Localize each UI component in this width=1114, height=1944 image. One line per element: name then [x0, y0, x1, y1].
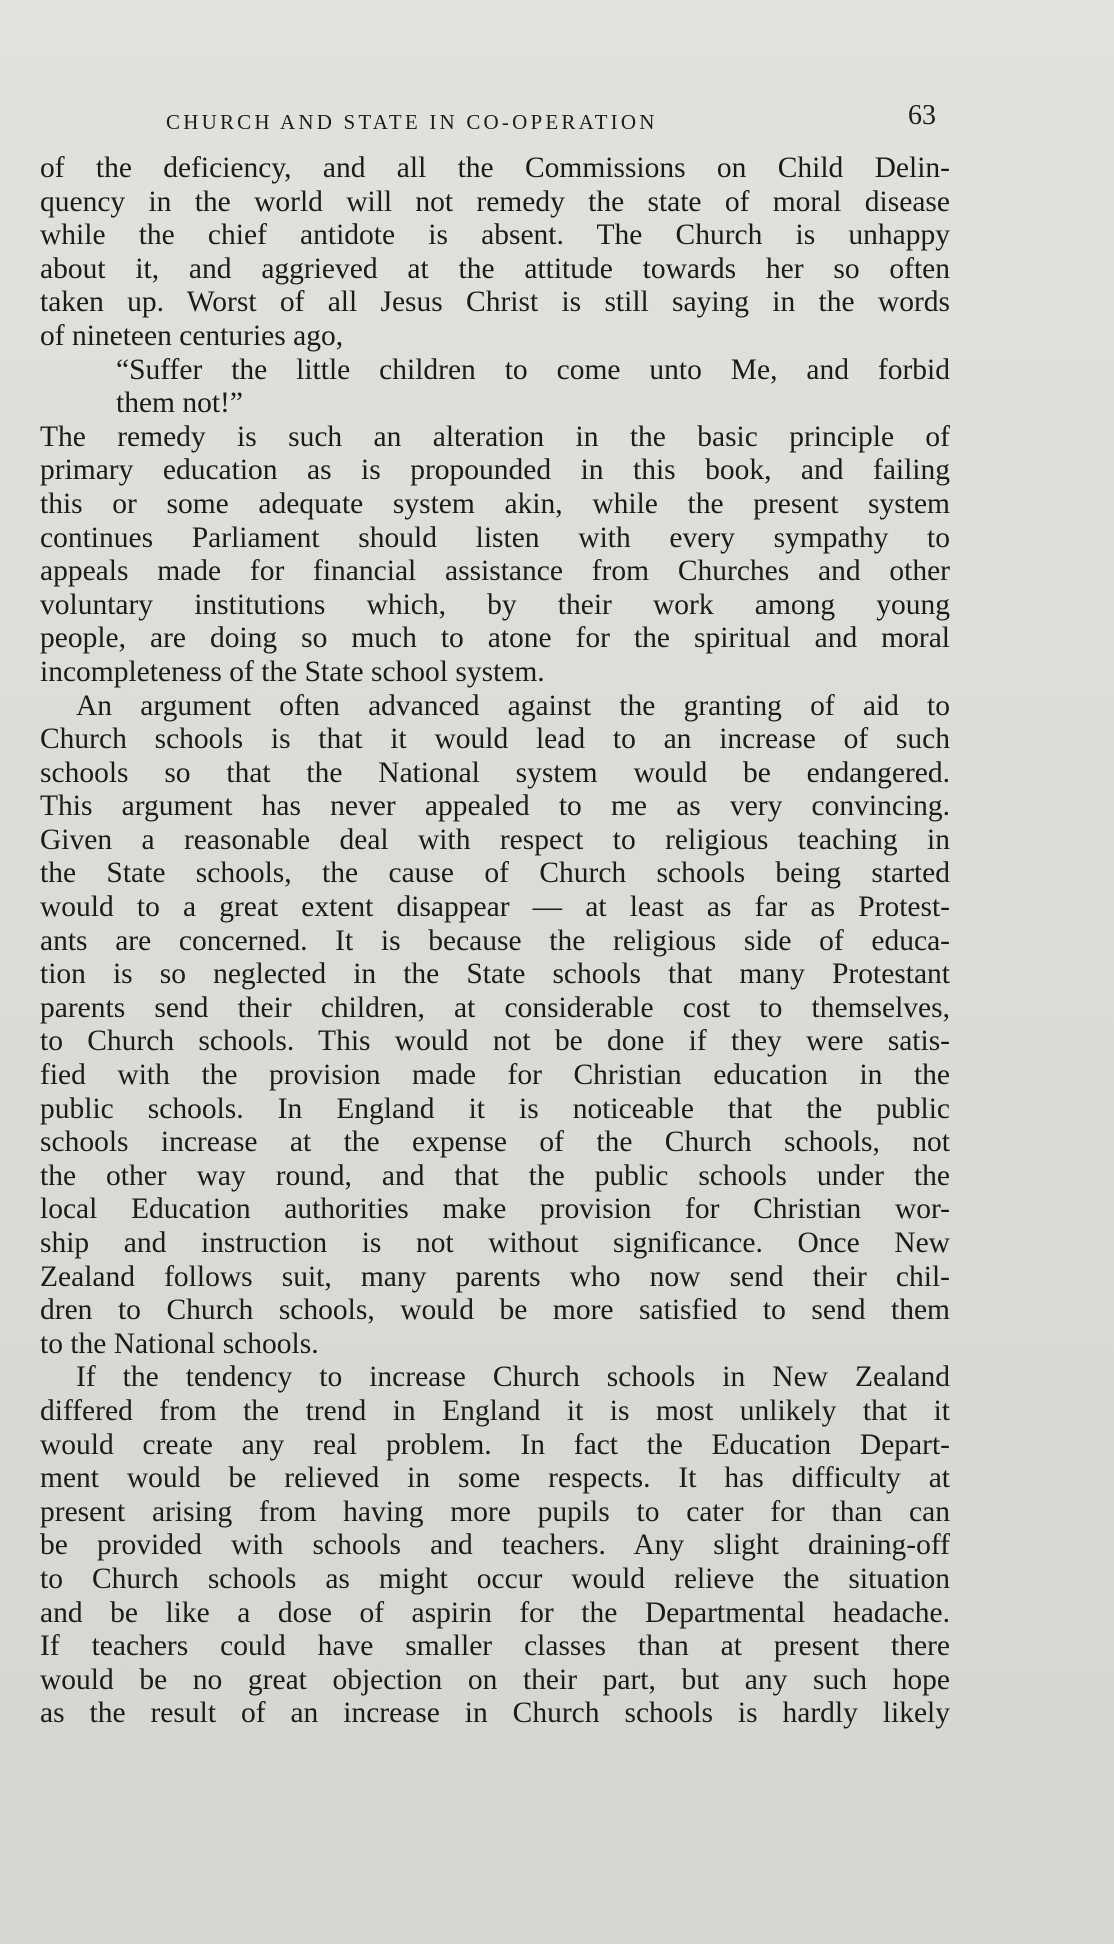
text-line: to the National schools.: [40, 1327, 319, 1360]
text-line: tion is so neglected in the State schools that many Protestant: [40, 958, 950, 991]
text-line: local Education authorities make provision for Christian wor-: [40, 1193, 950, 1226]
text-line: differed from the trend in England it is most unlikely that it: [40, 1394, 950, 1427]
body-text: [40, 152, 950, 1731]
text-line: “Suffer the little children to come unto Me, and forbid: [116, 353, 950, 386]
text-line: fied with the provision made for Christian education in the: [40, 1059, 950, 1092]
text-line: of nineteen centuries ago,: [40, 319, 344, 352]
text-line: present arising from having more pupils to cater for than can: [40, 1495, 950, 1528]
text-line: parents send their children, at considerable cost to themselves,: [40, 991, 950, 1024]
text-line: would to a great extent disappear — at least as far as Protest-: [40, 891, 950, 924]
text-line: ship and instruction is not without significance. Once New: [40, 1227, 950, 1259]
text-line: voluntary institutions which, by their work among young: [40, 588, 950, 621]
text-line: would create any real problem. In fact the Education Depart-: [40, 1428, 950, 1461]
text-line: this or some adequate system akin, while the present system: [40, 487, 950, 520]
text-line: be provided with schools and teachers. Any slight draining-off: [40, 1529, 950, 1562]
text-line: schools increase at the expense of the Church schools, not: [40, 1126, 950, 1159]
text-line: Given a reasonable deal with respect to religious teaching in: [40, 823, 950, 856]
text-line: schools so that the National system would be endangered.: [40, 756, 950, 789]
text-line: primary education as is propounded in this book, and failing: [40, 454, 950, 487]
text-line: This argument has never appealed to me as very convincing.: [40, 790, 950, 823]
text-line: about it, and aggrieved at the attitude towards her so often: [40, 252, 950, 285]
text-line: Church schools is that it would lead to an increase of such: [40, 723, 950, 756]
text-line: dren to Church schools, would be more satisfied to send them: [40, 1294, 950, 1327]
text-line: people, are doing so much to atone for the spiritual and moral: [40, 622, 950, 655]
text-line: continues Parliament should listen with every sympathy to: [40, 521, 950, 554]
text-line: ment would be relieved in some respects. It has difficulty at: [40, 1462, 950, 1495]
text-line: ants are concerned. It is because the religious side of educa-: [40, 924, 950, 957]
text-line: while the chief antidote is absent. The Church is unhappy: [40, 219, 950, 252]
text-line: quency in the world will not remedy the state of moral disease: [40, 185, 950, 218]
text-line: If teachers could have smaller classes than at present there: [40, 1630, 950, 1663]
text-line: The remedy is such an alteration in the basic principle of: [40, 420, 950, 453]
running-head: CHURCH AND STATE IN CO-OPERATION: [166, 110, 658, 134]
text-line: appeals made for financial assistance from Churches and other: [40, 555, 950, 588]
text-line: incompleteness of the State school system.: [40, 655, 545, 688]
text-line: to Church schools. This would not be done if they were satis-: [40, 1025, 950, 1058]
text-line: public schools. In England it is noticeable that the public: [40, 1092, 950, 1125]
text-line: them not!”: [116, 387, 243, 420]
text-line: If the tendency to increase Church schools in New Zealand: [76, 1361, 950, 1394]
page-number: 63: [908, 100, 936, 131]
text-line: Zealand follows suit, many parents who now send their chil-: [40, 1260, 950, 1293]
text-line: the State schools, the cause of Church schools being started: [40, 857, 950, 890]
text-line: taken up. Worst of all Jesus Christ is still saying in the words: [40, 286, 950, 319]
text-line: the other way round, and that the public schools under the: [40, 1159, 950, 1192]
text-line: as the result of an increase in Church schools is hardly likely: [40, 1697, 950, 1730]
text-line: and be like a dose of aspirin for the Departmental headache.: [40, 1596, 950, 1629]
text-line: of the deficiency, and all the Commissions on Child Delin-: [40, 152, 950, 184]
text-line: would be no great objection on their part, but any such hope: [40, 1663, 950, 1696]
text-line: An argument often advanced against the granting of aid to: [76, 689, 950, 722]
text-line: to Church schools as might occur would relieve the situation: [40, 1562, 950, 1595]
